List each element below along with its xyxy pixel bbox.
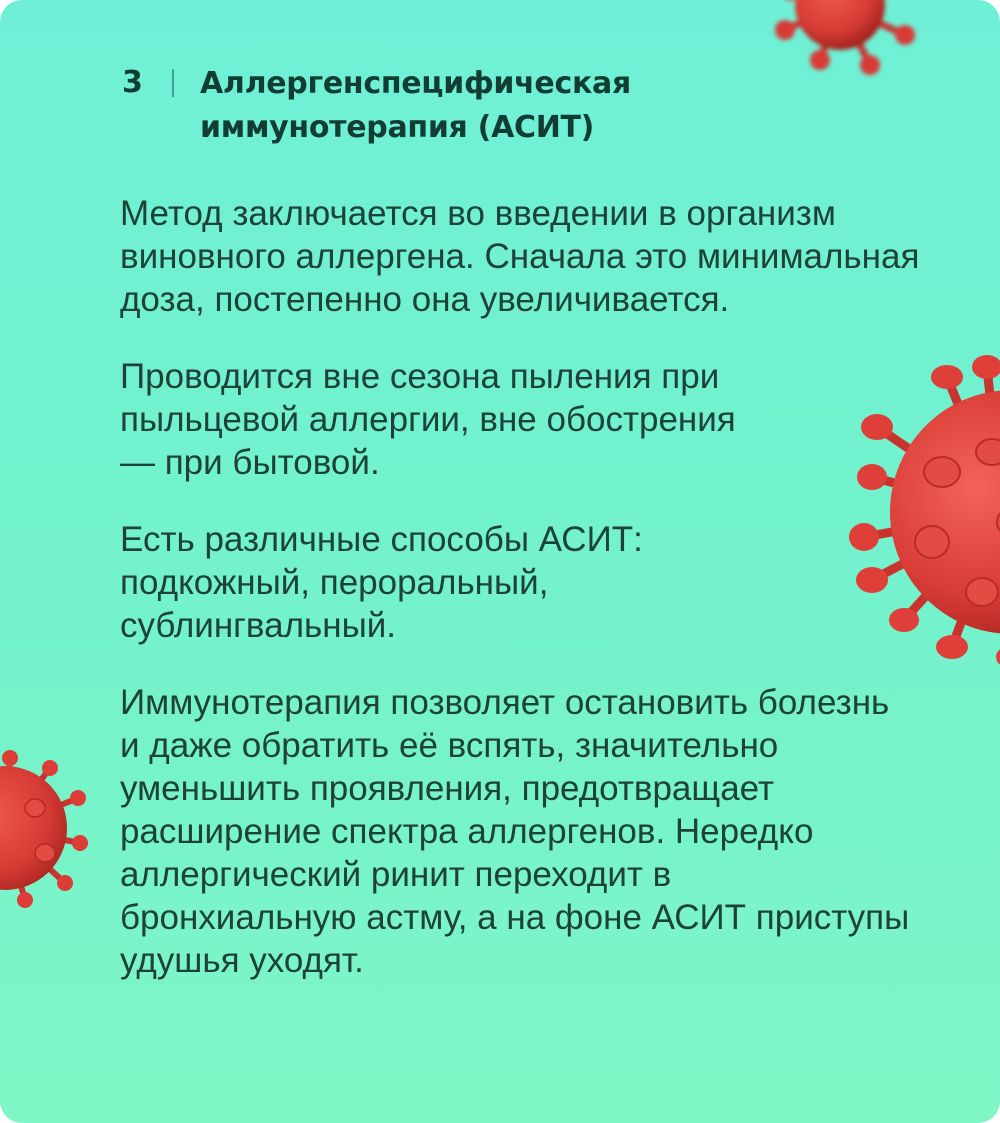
title-line: иммунотерапия (АСИТ) — [200, 110, 595, 145]
title-line: Аллергенспецифическая — [200, 66, 631, 101]
paragraph: Иммунотерапия позволяет остановить болезнь и даже обратить её вспять, значительно уменьшить проявления, предотвращает расширение спектра аллергенов. Нередко аллергический ринит переходит в бронхиальную астму, а на фоне АСИТ приступы удушья уходят. — [120, 683, 910, 980]
section-title — [200, 62, 631, 150]
virus-icon — [760, 0, 920, 80]
step-number: 3 — [122, 65, 143, 100]
virus-icon — [0, 748, 90, 908]
paragraph: Метод заключается во введении в организм виновного аллергена. Сначала это минимальная доза, постепенно она увеличивается. — [120, 194, 920, 319]
body-text — [120, 192, 920, 1016]
paragraph: Есть различные способы АСИТ: подкожный, пероральный, сублингвальный. — [120, 520, 643, 645]
paragraph: Проводится вне сезона пыления при пыльцевой аллергии, вне обострения — при бытовой. — [120, 357, 736, 482]
divider — [172, 69, 174, 97]
section-header — [122, 62, 631, 150]
